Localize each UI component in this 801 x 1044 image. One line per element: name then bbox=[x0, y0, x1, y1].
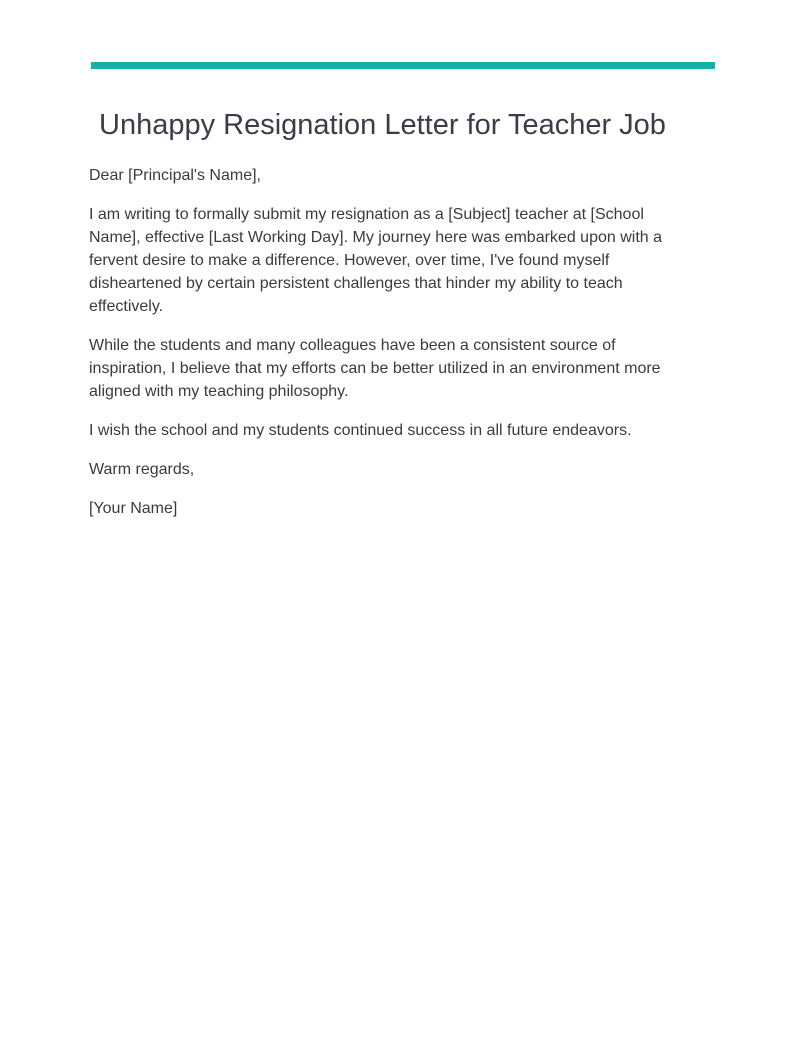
signature: [Your Name] bbox=[89, 500, 178, 517]
body-paragraph-3: I wish the school and my students continued success in all future endeavors. bbox=[89, 422, 632, 439]
closing: Warm regards, bbox=[89, 461, 195, 478]
body-paragraph-2: While the students and many colleagues have been a consistent source of inspiration, I believe that my efforts can be better utilized in an environment more aligned with my teaching philosophy. bbox=[89, 337, 661, 400]
letter-body bbox=[89, 164, 679, 536]
salutation: Dear [Principal's Name], bbox=[89, 167, 261, 184]
document-title: Unhappy Resignation Letter for Teacher Job bbox=[99, 109, 666, 141]
top-accent-rule bbox=[91, 62, 715, 69]
body-paragraph-1: I am writing to formally submit my resignation as a [Subject] teacher at [School Name], effective [Last Working Day]. My journey here was embarked upon with a fervent desire to make a difference. However, over time, I've found myself disheartened by certain persistent challenges that hinder my ability to teach effectively. bbox=[89, 206, 663, 315]
